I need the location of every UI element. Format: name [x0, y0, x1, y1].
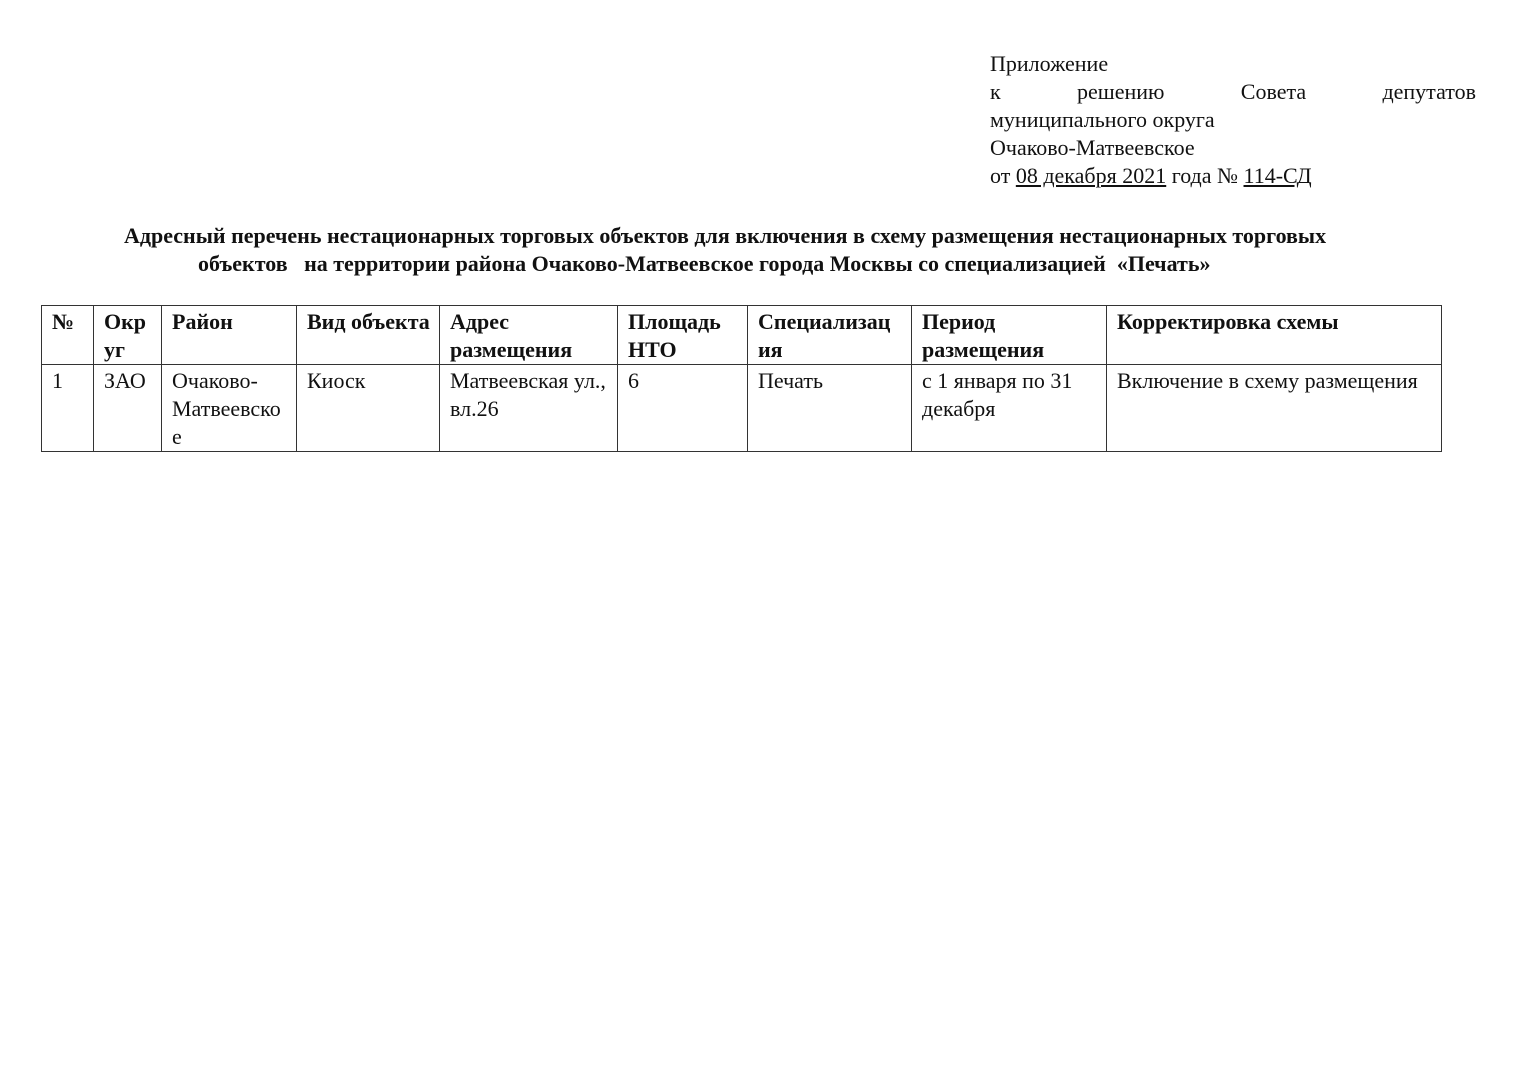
- appendix-word: к: [990, 79, 1001, 104]
- title-line-2: объектов на территории района Очаково-Матвеевское города Москвы со специализацией «Печать»: [198, 251, 1211, 276]
- appendix-word: решению: [1077, 79, 1165, 104]
- cell-area: 6: [618, 365, 748, 452]
- document-title: [110, 222, 1480, 278]
- cell-specialization: Печать: [748, 365, 912, 452]
- title-line-1: Адресный перечень нестационарных торговых объектов для включения в схему размещения нестационарных торговых: [124, 223, 1327, 248]
- date-prefix: от: [990, 163, 1011, 188]
- appendix-decision-line: [990, 162, 1476, 190]
- table-header-row: [42, 306, 1442, 365]
- cell-address: Матвеевская ул., вл.26: [440, 365, 618, 452]
- header-period: Период размещения: [912, 306, 1107, 365]
- header-okrug: Округ: [94, 306, 162, 365]
- objects-table: [41, 305, 1442, 452]
- header-area: Площадь НТО: [618, 306, 748, 365]
- cell-district: Очаково-Матвеевское: [162, 365, 297, 452]
- header-specialization: Специализация: [748, 306, 912, 365]
- cell-num: 1: [42, 365, 94, 452]
- cell-okrug: ЗАО: [94, 365, 162, 452]
- decision-date: 08 декабря 2021: [1015, 163, 1167, 188]
- cell-correction: Включение в схему размещения: [1107, 365, 1442, 452]
- table-row: [42, 365, 1442, 452]
- decision-number: 114-СД: [1243, 163, 1312, 188]
- appendix-word: Совета: [1240, 79, 1307, 104]
- appendix-word: депутатов: [1382, 79, 1476, 104]
- header-object-type: Вид объекта: [297, 306, 440, 365]
- cell-object-type: Киоск: [297, 365, 440, 452]
- cell-period: с 1 января по 31 декабря: [912, 365, 1107, 452]
- header-num: №: [42, 306, 94, 365]
- appendix-line-3: муниципального округа: [990, 107, 1215, 132]
- header-district: Район: [162, 306, 297, 365]
- appendix-block: [990, 50, 1476, 190]
- header-correction: Корректировка схемы: [1107, 306, 1442, 365]
- appendix-line-2: [990, 78, 1476, 106]
- appendix-line-1: Приложение: [990, 51, 1109, 76]
- number-prefix: года №: [1171, 163, 1239, 188]
- appendix-line-4: Очаково-Матвеевское: [990, 135, 1195, 160]
- header-address: Адрес размещения: [440, 306, 618, 365]
